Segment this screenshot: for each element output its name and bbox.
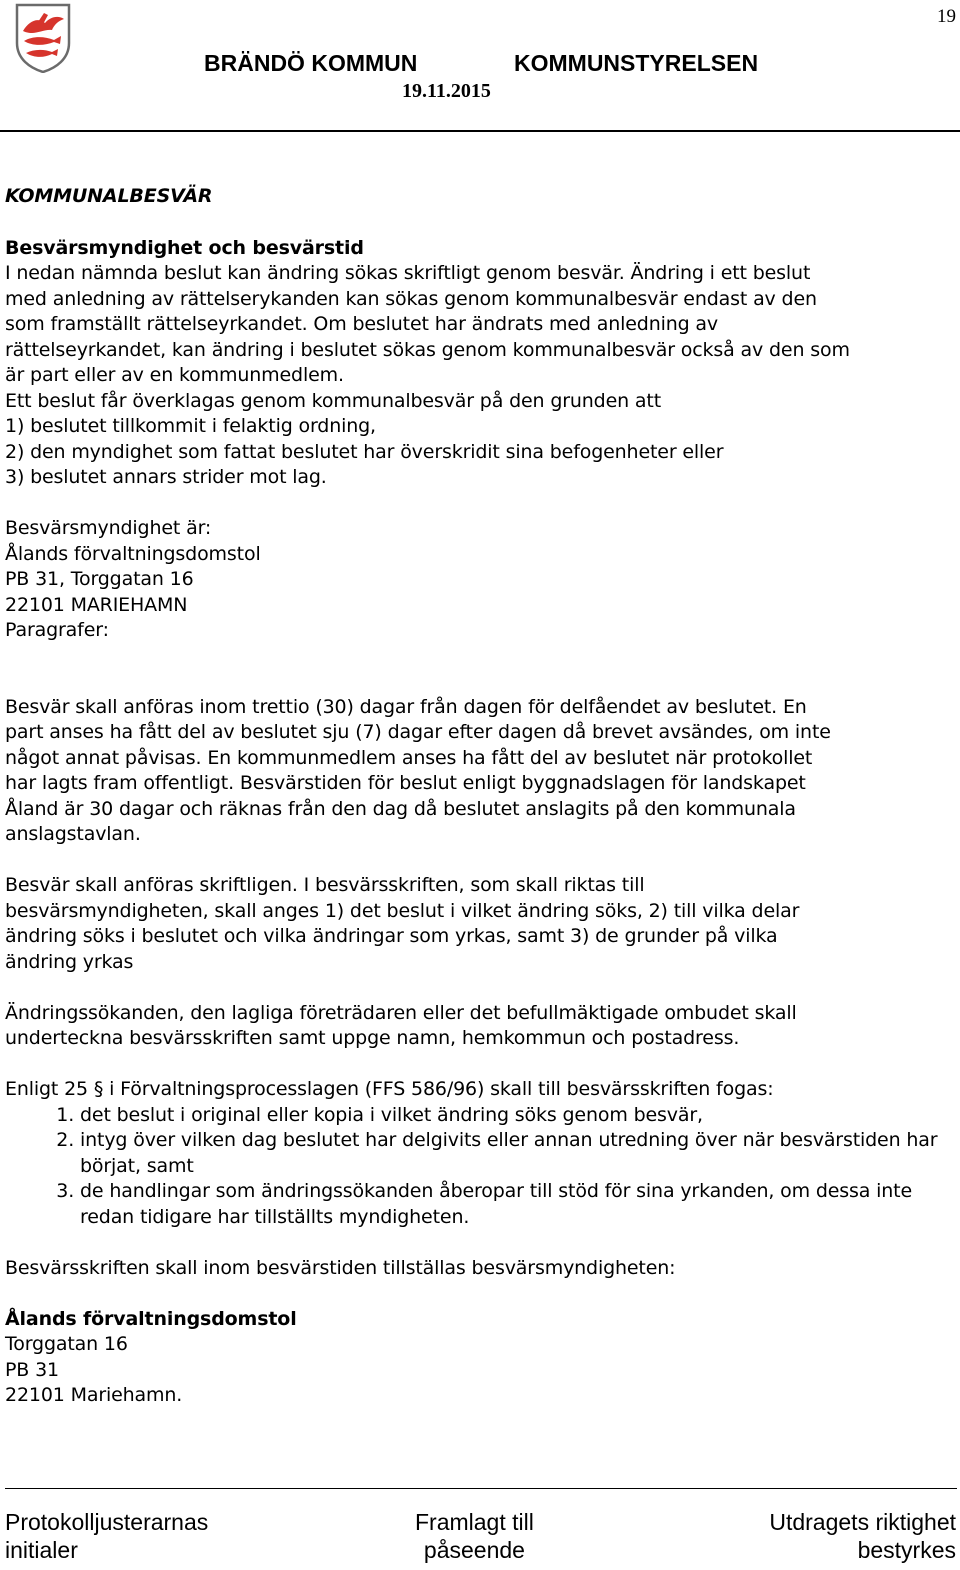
text-line: PB 31: [5, 1358, 59, 1381]
court-address-block: [5, 1307, 957, 1409]
footer-initials: [5, 1508, 208, 1564]
text-line: 22101 MARIEHAMN: [5, 593, 188, 616]
text-line: Torggatan 16: [5, 1333, 128, 1355]
board-name: KOMMUNSTYRELSEN: [514, 50, 759, 76]
municipality-name: BRÄNDÖ KOMMUN: [204, 50, 418, 76]
submission-text: Besvärsskriften skall inom besvärstiden tillställas besvärsmyndigheten:: [5, 1256, 676, 1279]
text-line: 1) beslutet tillkommit i felaktig ordning,: [5, 415, 376, 437]
text-line: Ålands förvaltningsdomstol: [5, 542, 261, 565]
list-item: 3. de handlingar som ändringssökanden åberopar till stöd för sina yrkanden, om dessa inte redan tidigare har tillställts myndigheten.: [80, 1179, 957, 1230]
text-line: som framställt rättelseyrkandet. Om beslutet har ändrats med anledning av: [5, 313, 718, 335]
list-item: 1. det beslut i original eller kopia i vilket ändring söks genom besvär,: [80, 1103, 957, 1129]
text-line: Besvär skall anföras inom trettio (30) dagar från dagen för delfåendet av beslutet. En: [5, 695, 807, 718]
court-name: Ålands förvaltningsdomstol: [5, 1307, 297, 1330]
footer-text: påseende: [423, 1537, 525, 1563]
footer-text: bestyrkes: [857, 1537, 956, 1563]
document-body: [5, 184, 957, 1409]
text-line: PB 31, Torggatan 16: [5, 568, 194, 590]
text-line: Åland är 30 dagar och räknas från den dag då beslutet anslagits på den kommunala: [5, 797, 796, 820]
text-line: något annat påvisas. En kommunmedlem anses ha fått del av beslutet när protokollet: [5, 746, 813, 769]
footer-certified: [769, 1508, 956, 1564]
text-line: 22101 Mariehamn.: [5, 1384, 183, 1406]
text-line: rättelseyrkandet, kan ändring i beslutet sökas genom kommunalbesvär också av den som: [5, 338, 850, 361]
text-line: I nedan nämnda beslut kan ändring sökas skriftligt genom besvär. Ändring i ett beslut: [5, 262, 811, 284]
deadline-paragraph: [5, 695, 957, 848]
text-line: part anses ha fått del av beslutet sju (7) dagar efter dagen då brevet avsändes, om inte: [5, 721, 831, 743]
text-line: ändring söks i beslutet och vilka ändringar som yrkas, samt 3) de grunder på vilka: [5, 925, 778, 947]
page-number: 19: [937, 6, 956, 27]
footer-text: Framlagt till: [415, 1509, 534, 1535]
text-line: har lagts fram offentligt. Besvärstiden för beslut enligt byggnadslagen för landskapet: [5, 772, 806, 794]
header-divider: [0, 130, 960, 132]
footer-text: Utdragets riktighet: [769, 1509, 956, 1535]
attachments-intro: Enligt 25 § i Förvaltningsprocesslagen (FFS 586/96) skall till besvärsskriften fogas:: [5, 1078, 774, 1100]
signature-paragraph: [5, 1001, 957, 1052]
text-line: anslagstavlan.: [5, 823, 141, 845]
text-line: besvärsmyndigheten, skall anges 1) det beslut i vilket ändring söks, 2) till vilka delar: [5, 899, 800, 922]
text-line: Besvärsmyndighet är:: [5, 517, 212, 539]
coat-of-arms-icon: [14, 3, 72, 73]
list-item: 2. intyg över vilken dag beslutet har delgivits eller annan utredning över när besvärstiden har börjat, samt: [80, 1128, 957, 1179]
footer-text: Protokolljusterarnas: [5, 1509, 209, 1535]
authority-block: [5, 516, 957, 644]
text-line: Ett beslut får överklagas genom kommunalbesvär på den grunden att: [5, 389, 662, 412]
meeting-date: 19.11.2015: [402, 80, 491, 102]
intro-paragraph: [5, 261, 957, 491]
attachments-list: [5, 1103, 957, 1231]
text-line: Paragrafer:: [5, 619, 109, 641]
text-line: ändring yrkas: [5, 950, 134, 973]
text-line: Ändringssökanden, den lagliga företrädaren eller det befullmäktigade ombudet skall: [5, 1001, 797, 1024]
text-line: 2) den myndighet som fattat beslutet har överskridit sina befogenheter eller: [5, 440, 724, 463]
text-line: underteckna besvärsskriften samt uppge namn, hemkommun och postadress.: [5, 1027, 740, 1049]
section-title: KOMMUNALBESVÄR: [5, 185, 213, 207]
text-line: Besvär skall anföras skriftligen. I besvärsskriften, som skall riktas till: [5, 874, 645, 896]
footer-divider: [5, 1488, 957, 1489]
written-appeal-paragraph: [5, 873, 957, 975]
subheading: Besvärsmyndighet och besvärstid: [5, 236, 364, 259]
text-line: är part eller av en kommunmedlem.: [5, 364, 344, 386]
footer-text: initialer: [5, 1537, 78, 1563]
text-line: 3) beslutet annars strider mot lag.: [5, 466, 327, 488]
text-line: med anledning av rättelserykanden kan sökas genom kommunalbesvär endast av den: [5, 287, 817, 310]
footer-posted: [415, 1508, 534, 1564]
